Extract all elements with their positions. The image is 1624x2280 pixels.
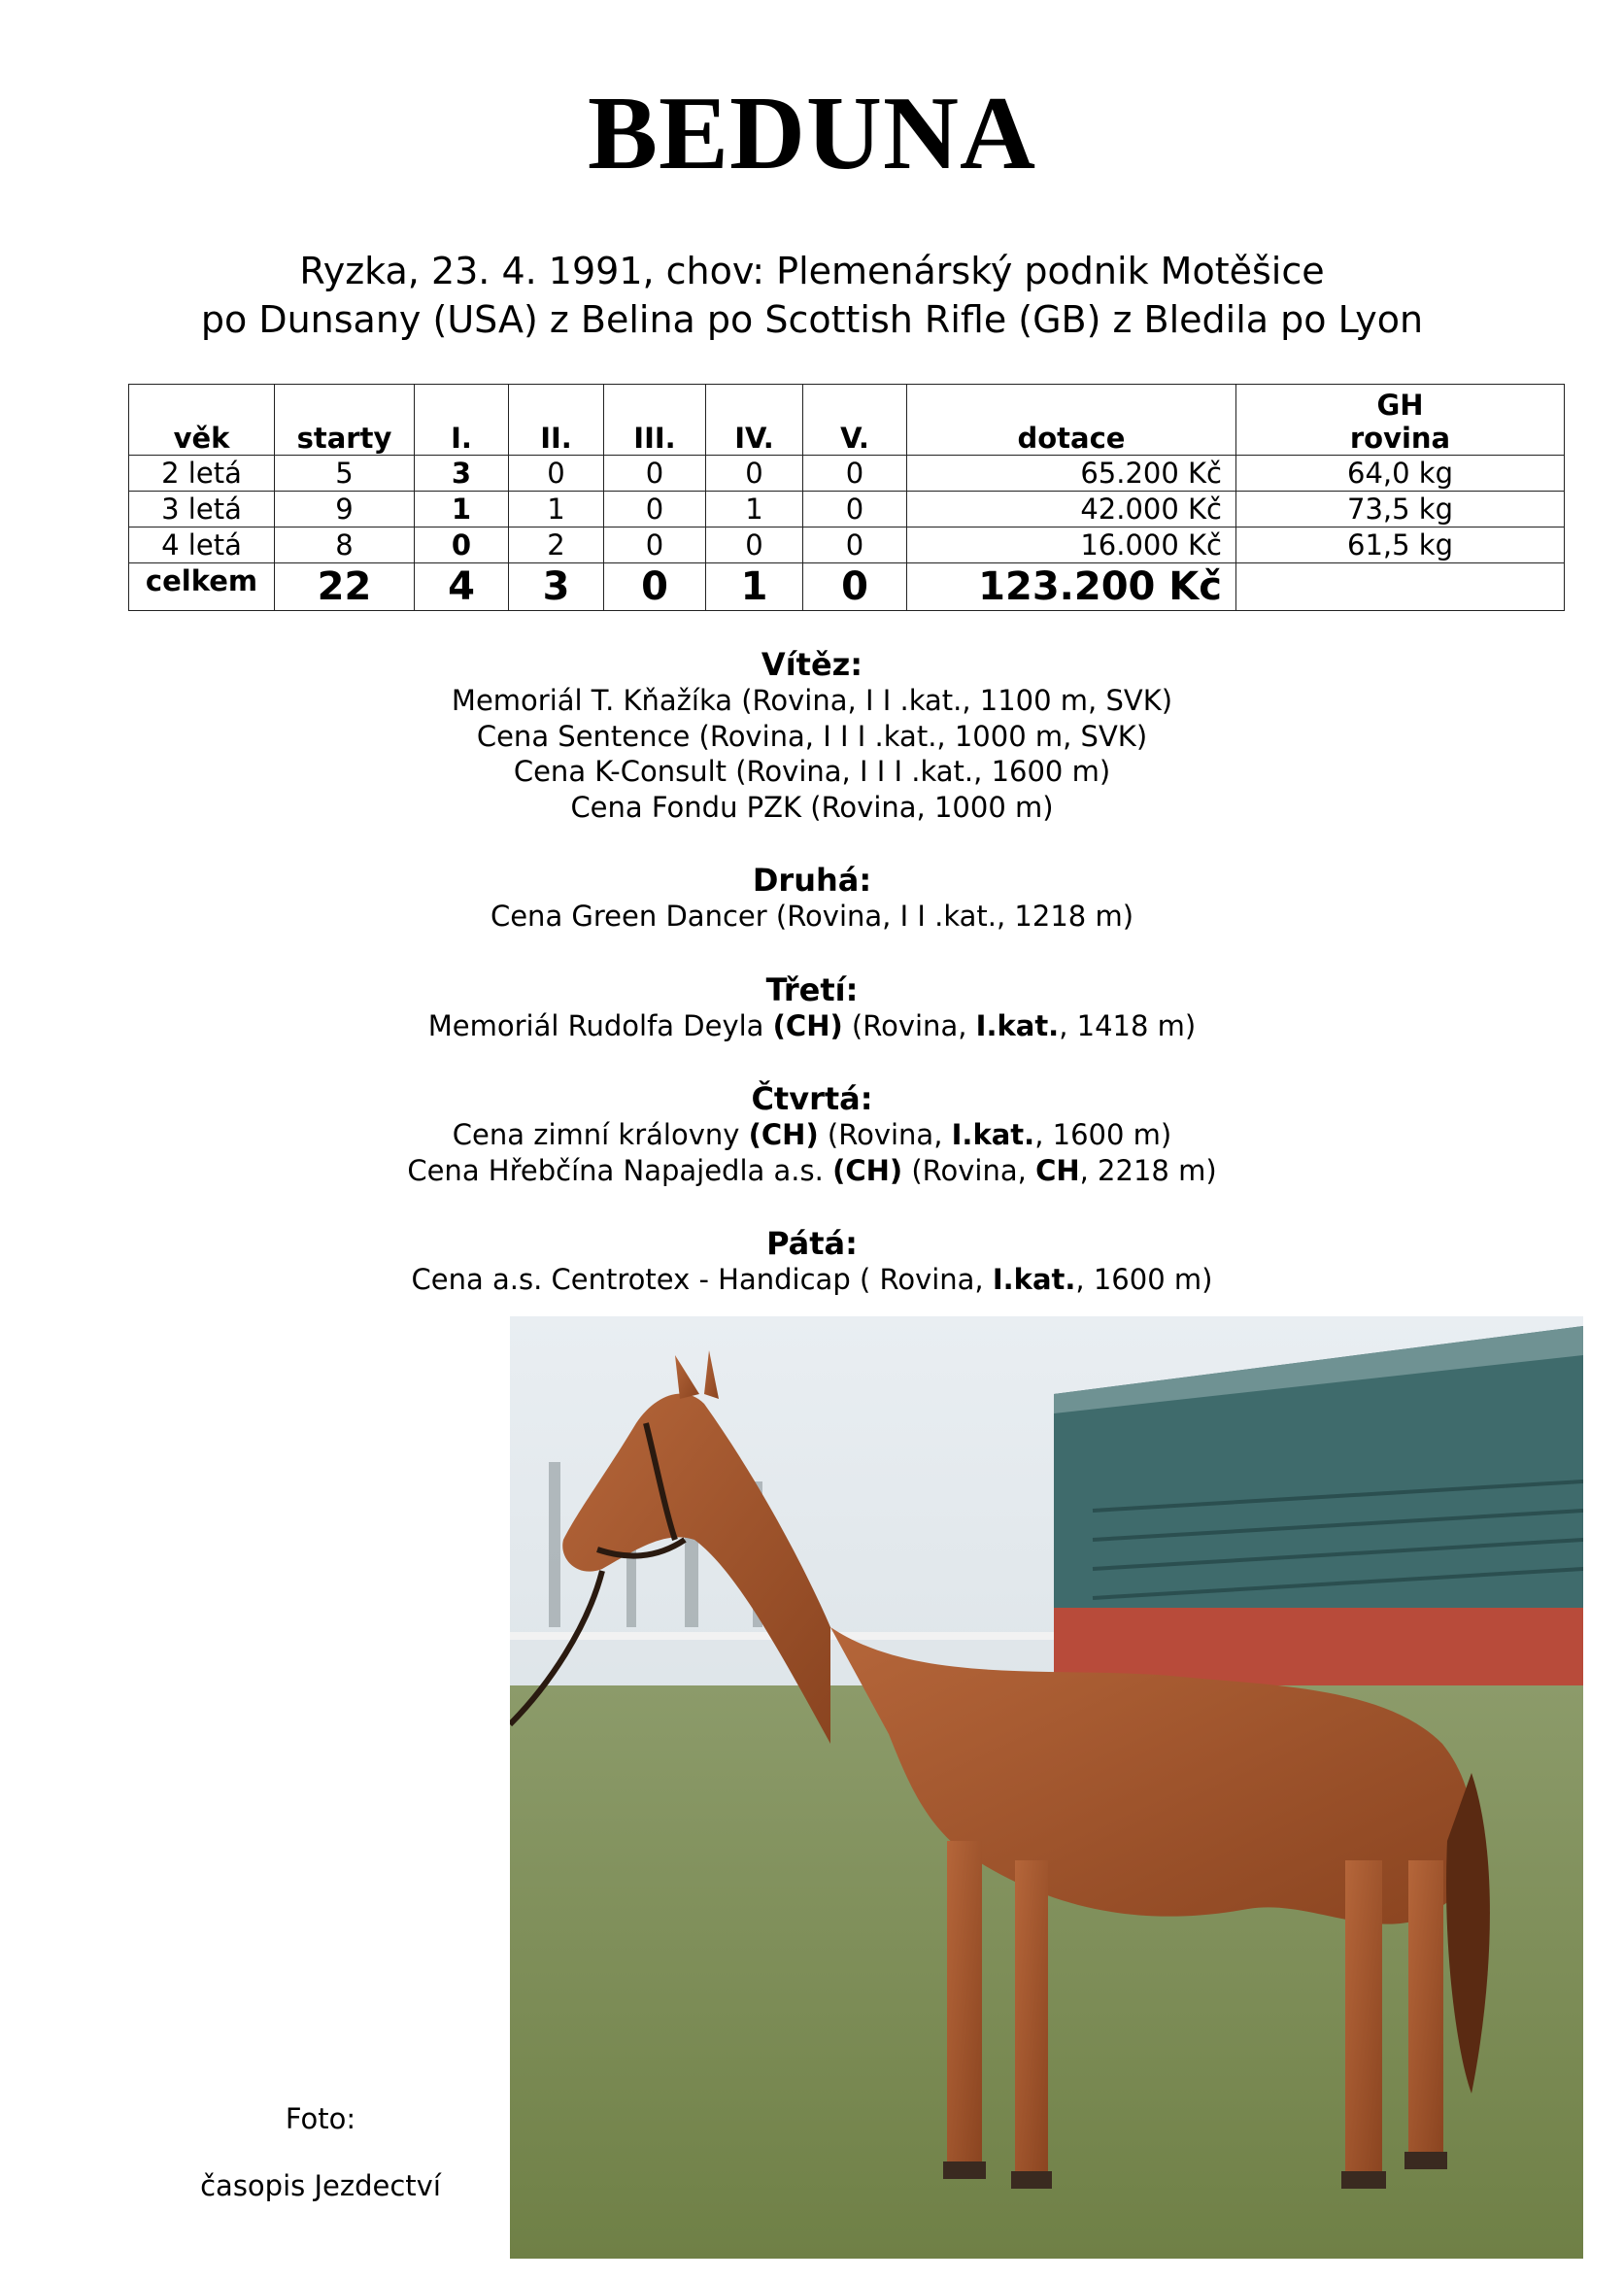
cell-prize: 65.200 Kč: [907, 456, 1236, 492]
total-first: 4: [415, 563, 509, 611]
race-results: [0, 646, 1624, 1298]
result-text: (Rovina,: [842, 1008, 976, 1042]
cell-gh: 73,5 kg: [1236, 492, 1565, 527]
header-prize: dotace: [907, 385, 1236, 456]
result-line: [0, 1262, 1624, 1298]
result-line: Memoriál T. Kňažíka (Rovina, I I .kat., 1100 m, SVK): [451, 684, 1173, 717]
header-first: I.: [415, 385, 509, 456]
total-fifth: 0: [803, 563, 907, 611]
header-fourth: IV.: [706, 385, 803, 456]
cell-fourth: 1: [706, 492, 803, 527]
result-text: , 2218 m): [1079, 1153, 1217, 1187]
table-total-row: [129, 563, 1565, 611]
cell-fourth: 0: [706, 456, 803, 492]
total-second: 3: [509, 563, 604, 611]
result-bold: I.kat.: [975, 1008, 1060, 1042]
table-row: [129, 456, 1565, 492]
total-fourth: 1: [706, 563, 803, 611]
header-gh-bottom: rovina: [1349, 422, 1451, 455]
fifth-place-heading: Pátá:: [766, 1225, 858, 1262]
header-age: věk: [129, 385, 275, 456]
result-text: Cena zimní královny: [452, 1118, 749, 1151]
result-bold: I.kat.: [992, 1263, 1076, 1296]
result-line: [0, 1008, 1624, 1044]
cell-fifth: 0: [803, 527, 907, 563]
cell-fifth: 0: [803, 456, 907, 492]
result-text: (Rovina,: [818, 1118, 952, 1151]
cell-third: 0: [604, 527, 706, 563]
header-gh: [1236, 385, 1565, 456]
cell-fifth: 0: [803, 492, 907, 527]
result-text: , 1418 m): [1059, 1008, 1197, 1042]
header-gh-top: GH: [1376, 389, 1424, 422]
horse-photo-illustration: [510, 1316, 1583, 2259]
table-row: [129, 527, 1565, 563]
cell-second: 1: [509, 492, 604, 527]
second-place-heading: Druhá:: [752, 862, 872, 899]
result-line: Cena K-Consult (Rovina, I I I .kat., 1600 m): [513, 755, 1111, 788]
cell-prize: 16.000 Kč: [907, 527, 1236, 563]
cell-age: 4 letá: [129, 527, 275, 563]
result-bold: (CH): [748, 1118, 819, 1151]
cell-gh: 61,5 kg: [1236, 527, 1565, 563]
result-line: [0, 1117, 1624, 1153]
fourth-place-heading: Čtvrtá:: [751, 1080, 873, 1117]
result-bold: I.kat.: [951, 1118, 1035, 1151]
cell-age: 3 letá: [129, 492, 275, 527]
result-text: Cena Hřebčína Napajedla a.s.: [407, 1153, 833, 1187]
total-starts: 22: [275, 563, 415, 611]
total-third: 0: [604, 563, 706, 611]
cell-third: 0: [604, 456, 706, 492]
result-bold: CH: [1035, 1153, 1080, 1187]
photo-caption-label: Foto:: [285, 2102, 356, 2135]
race-statistics-table: [128, 384, 1565, 611]
cell-gh: 64,0 kg: [1236, 456, 1565, 492]
pedigree-line: po Dunsany (USA) z Belina po Scottish Rifle (GB) z Bledila po Lyon: [200, 298, 1424, 341]
cell-second: 2: [509, 527, 604, 563]
total-label: celkem: [129, 563, 275, 611]
header-second: II.: [509, 385, 604, 456]
cell-prize: 42.000 Kč: [907, 492, 1236, 527]
result-text: (Rovina,: [902, 1153, 1036, 1187]
cell-age: 2 letá: [129, 456, 275, 492]
horse-info-line: Ryzka, 23. 4. 1991, chov: Plemenárský podnik Motěšice: [299, 250, 1325, 292]
horse-photo: [510, 1316, 1583, 2259]
result-text: , 1600 m): [1034, 1118, 1172, 1151]
cell-first: 3: [415, 456, 509, 492]
cell-second: 0: [509, 456, 604, 492]
cell-starts: 8: [275, 527, 415, 563]
result-line: [0, 1153, 1624, 1189]
result-bold: (CH): [832, 1153, 903, 1187]
winner-heading: Vítěz:: [761, 646, 863, 683]
photo-credit: časopis Jezdectví: [200, 2169, 441, 2202]
result-bold: (CH): [772, 1008, 843, 1042]
total-gh: [1236, 563, 1565, 611]
table-row: [129, 492, 1565, 527]
horse-name-title: BEDUNA: [587, 76, 1037, 191]
header-third: III.: [604, 385, 706, 456]
third-place-heading: Třetí:: [765, 970, 859, 1008]
result-line: Cena Green Dancer (Rovina, I I .kat., 1218 m): [490, 900, 1134, 933]
table-header-row: [129, 385, 1565, 456]
result-line: Cena Sentence (Rovina, I I I .kat., 1000 m, SVK): [476, 719, 1148, 753]
total-prize: 123.200 Kč: [907, 563, 1236, 611]
header-fifth: V.: [803, 385, 907, 456]
cell-first: 0: [415, 527, 509, 563]
result-text: Memoriál Rudolfa Deyla: [427, 1008, 773, 1042]
cell-third: 0: [604, 492, 706, 527]
cell-fourth: 0: [706, 527, 803, 563]
header-starts: starty: [275, 385, 415, 456]
cell-first: 1: [415, 492, 509, 527]
cell-starts: 5: [275, 456, 415, 492]
result-line: Cena Fondu PZK (Rovina, 1000 m): [570, 790, 1054, 824]
result-text: Cena a.s. Centrotex - Handicap ( Rovina,: [411, 1263, 993, 1296]
cell-starts: 9: [275, 492, 415, 527]
result-text: , 1600 m): [1075, 1263, 1213, 1296]
